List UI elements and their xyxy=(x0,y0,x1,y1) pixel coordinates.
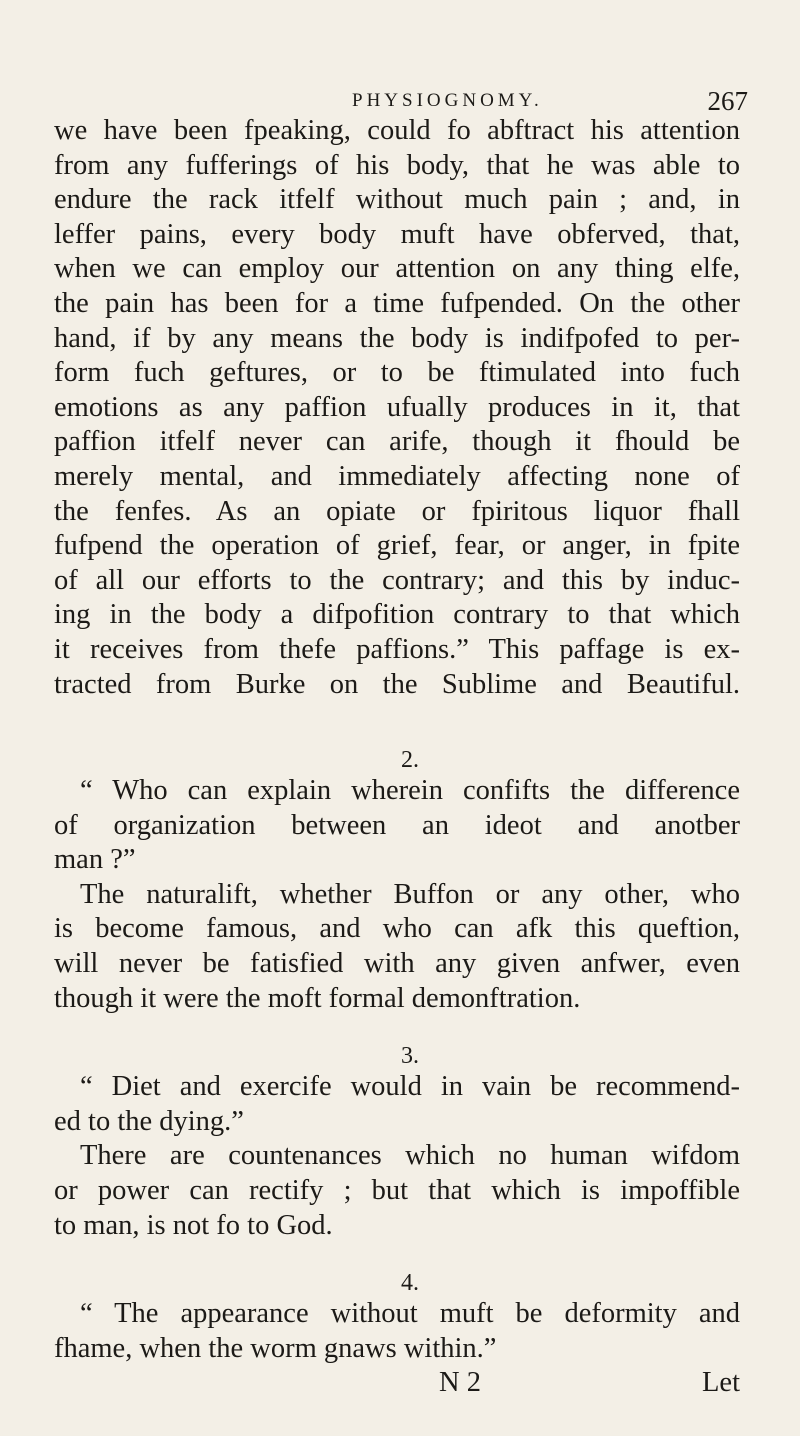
running-head xyxy=(54,76,748,116)
section-4 xyxy=(54,1269,740,1366)
text-line: will never be fatisfied with any given anfwer, even xyxy=(54,948,740,980)
section-number: 4. xyxy=(401,1270,419,1297)
text-line: the fenfes. As an opiate or fpiritous liquor fhall xyxy=(54,495,740,527)
text-line: ing in the body a difpofition contrary to that which xyxy=(54,599,740,631)
text-line: hand, if by any means the body is indifpofed to per- xyxy=(54,322,740,354)
text-line: of all our efforts to the contrary; and this by induc- xyxy=(54,564,740,596)
text-line: when we can employ our attention on any thing elfe, xyxy=(54,253,740,285)
text-line: fufpend the operation of grief, fear, or anger, in fpite xyxy=(54,530,740,562)
text-line: The naturalift, whether Buffon or any other, who xyxy=(80,878,740,910)
section-number: 3. xyxy=(401,1043,419,1070)
text-line: emotions as any paffion ufually produces in it, that xyxy=(54,391,740,423)
page-number: 267 xyxy=(707,86,748,116)
text-line: ed to the dying.” xyxy=(54,1105,244,1137)
text-line: is become famous, and who can afk this queftion, xyxy=(54,913,740,945)
text-line: it receives from thefe paffions.” This paffage is ex- xyxy=(54,633,740,665)
text-line: paffion itfelf never can arife, though it fhould be xyxy=(54,426,740,458)
running-title: PHYSIOGNOMY. xyxy=(352,90,543,111)
text-line: the pain has been for a time fufpended. On the other xyxy=(54,287,740,319)
catchword: Let xyxy=(702,1367,740,1399)
text-line: “ Who can explain wherein confifts the difference xyxy=(80,775,740,807)
text-line: There are countenances which no human wifdom xyxy=(80,1140,740,1172)
text-line: merely mental, and immediately affecting none of xyxy=(54,460,740,492)
text-line: “ The appearance without muft be deformity and xyxy=(80,1298,740,1330)
text-line: we have been fpeaking, could fo abftract his attention xyxy=(54,115,740,146)
text-line: form fuch geftures, or to be ftimulated into fuch xyxy=(54,357,740,389)
text-line: of organization between an ideot and anotber xyxy=(54,809,740,841)
text-line: though it were the moft formal demonftration. xyxy=(54,982,581,1014)
text-line: leffer pains, every body muft have obferved, that, xyxy=(54,218,740,250)
text-line: from any fufferings of his body, that he was able to xyxy=(54,149,740,181)
text-line: or power can rectify ; but that which is impoffible xyxy=(54,1175,740,1207)
text-line: to man, is not fo to God. xyxy=(54,1209,333,1241)
text-line: tracted from Burke on the Sublime and Beautiful. xyxy=(54,668,740,700)
text-line: man ?” xyxy=(54,844,136,876)
text-line: “ Diet and exercife would in vain be recommend- xyxy=(80,1071,740,1103)
section-number: 2. xyxy=(401,747,419,774)
section-2 xyxy=(54,746,740,1016)
signature-mark: N 2 xyxy=(439,1367,481,1399)
text-line: fhame, when the worm gnaws within.” xyxy=(54,1332,497,1364)
passage-continued xyxy=(54,114,740,702)
section-3 xyxy=(54,1042,740,1243)
page-footer xyxy=(54,1366,740,1401)
text-line: endure the rack itfelf without much pain ; and, in xyxy=(54,184,740,216)
